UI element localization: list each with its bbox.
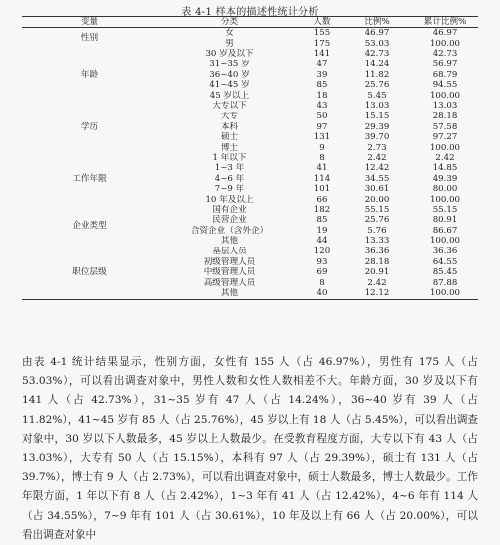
cumulative-percent-cell: 14.85: [432, 163, 458, 174]
cumulative-percent-cell: 100.00: [429, 142, 461, 153]
table-title: 表 4-1 样本的描述性统计分析: [181, 7, 319, 18]
percent-cell: 11.82: [364, 69, 390, 80]
count-cell: 175: [313, 38, 331, 49]
cumulative-percent-cell: 100.00: [429, 288, 461, 299]
percent-cell: 2.73: [367, 142, 387, 153]
percent-cell: 28.18: [364, 256, 390, 267]
cumulative-percent-cell: 94.55: [432, 80, 458, 91]
cumulative-percent-cell: 56.97: [432, 59, 458, 70]
variable-group-label: 年龄: [80, 69, 99, 80]
category-cell: 基层人员: [212, 246, 247, 257]
count-cell: 39: [316, 69, 328, 80]
count-cell: 114: [313, 173, 331, 184]
category-cell: 1~3 年: [214, 163, 245, 174]
category-cell: 合资企业（含外企）: [190, 225, 269, 236]
cumulative-percent-cell: 42.73: [432, 49, 458, 60]
count-cell: 93: [316, 256, 328, 267]
count-cell: 43: [316, 101, 328, 112]
count-cell: 85: [316, 215, 328, 226]
category-cell: 国有企业: [212, 205, 247, 215]
variable-group-label: 工作年限: [72, 173, 107, 184]
category-cell: 31~35 岁: [209, 59, 250, 70]
body-text: [22, 353, 478, 545]
percent-cell: 2.42: [367, 153, 387, 163]
category-cell: 博士: [220, 142, 239, 153]
category-cell: 大专以下: [212, 101, 247, 112]
cumulative-percent-cell: 80.00: [432, 184, 458, 195]
category-cell: 民营企业: [212, 215, 247, 226]
count-cell: 69: [316, 267, 328, 278]
count-cell: 40: [316, 288, 328, 299]
percent-cell: 25.76: [364, 80, 390, 91]
cumulative-percent-cell: 100.00: [429, 38, 461, 49]
percent-cell: 36.36: [364, 246, 390, 257]
count-cell: 44: [316, 236, 328, 247]
cumulative-percent-cell: 13.03: [432, 101, 458, 112]
table-row: [22, 101, 478, 111]
percent-cell: 30.61: [364, 184, 390, 195]
table-header-row: [22, 17, 478, 28]
cumulative-percent-cell: 64.55: [432, 256, 458, 267]
category-cell: 其他: [220, 288, 239, 299]
count-cell: 8: [319, 277, 325, 288]
category-cell: 男: [225, 38, 234, 49]
percent-cell: 12.42: [364, 163, 390, 174]
category-cell: 30 岁及以下: [205, 49, 254, 60]
category-cell: 硕士: [220, 132, 239, 143]
count-cell: 141: [313, 49, 331, 60]
percent-cell: 14.24: [364, 59, 390, 70]
category-cell: 女: [225, 28, 234, 39]
percent-cell: 13.03: [364, 101, 390, 112]
count-cell: 120: [313, 246, 331, 257]
percent-cell: 53.03: [364, 38, 390, 49]
header-percent: 比例%: [364, 16, 390, 27]
percent-cell: 5.76: [367, 225, 387, 236]
percent-cell: 29.39: [364, 121, 390, 132]
category-cell: 高级管理人员: [203, 277, 256, 288]
percent-cell: 39.70: [364, 132, 390, 143]
cumulative-percent-cell: 80.91: [432, 215, 458, 226]
percent-cell: 46.97: [364, 28, 390, 39]
cumulative-percent-cell: 97.27: [432, 132, 458, 143]
category-cell: 本科: [220, 121, 239, 132]
category-cell: 7~9 年: [214, 184, 245, 195]
cumulative-percent-cell: 68.79: [432, 69, 458, 80]
category-cell: 1 年以下: [212, 153, 247, 163]
cumulative-percent-cell: 87.88: [432, 277, 458, 288]
cumulative-percent-cell: 100.00: [429, 236, 461, 247]
percent-cell: 20.91: [364, 267, 390, 278]
count-cell: 131: [313, 132, 331, 143]
percent-cell: 20.00: [364, 194, 390, 205]
count-cell: 9: [319, 142, 325, 153]
category-cell: 初级管理人员: [203, 256, 256, 267]
count-cell: 41: [316, 163, 328, 174]
cumulative-percent-cell: 49.39: [432, 173, 458, 184]
percent-cell: 34.55: [364, 173, 390, 184]
header-cumulative-percent: 累计比例%: [423, 16, 467, 27]
count-cell: 66: [316, 194, 328, 205]
percent-cell: 15.15: [364, 111, 390, 122]
category-cell: 41~45 岁: [209, 80, 250, 91]
category-cell: 大专: [220, 111, 239, 122]
paragraph: 由表 4-1 统计结果显示，性别方面，女性有 155 人（占 46.97%），男性有 175 人（占 53.03%），可以看出调查对象中，男性人数和女性人数相差不大。年龄方面，30 岁及以下有 141 人（占 42.73%），31~35 岁有 47 人（占 14.24%），36~40 岁有 39 人（占 11.82%），41~45 岁有 85 人（占 25.76%），45 岁以上有 18 人（占 5.45%），可以看出调查对象中，30 岁以下人数最多，45 岁以上人数最少。在受教育程度方面，大专以下有 43 人（占 13.03%），大专有 50 人（占 15.15%），本科有 97 人（占 29.39%），硕士有 131 人（占 39.7%），博士有 9 人（占 2.73%），可以看出调查对象中，硕士人数最多，博士人数最少。工作年限方面，1 年以下有 8 人（占 2.42%），1~3 年有 41 人（占 12.42%），4~6 年有 114 人（占 34.55%），7~9 年有 101 人（占 30.61%），10 年及以上有 66 人（占 20.00%），可以看出调查对象中: [22, 356, 479, 541]
cumulative-percent-cell: 85.45: [432, 267, 458, 278]
percent-cell: 25.76: [364, 215, 390, 226]
percent-cell: 2.42: [367, 277, 387, 288]
count-cell: 101: [313, 184, 331, 195]
variable-group-label: 企业类型: [72, 220, 107, 231]
header-variable: 变量: [80, 16, 99, 27]
cumulative-percent-cell: 86.67: [432, 225, 458, 236]
percent-cell: 42.73: [364, 49, 390, 60]
table-row: [22, 153, 478, 163]
category-cell: 45 岁以上: [209, 90, 250, 101]
category-cell: 10 年及以上: [205, 194, 254, 205]
cumulative-percent-cell: 100.00: [429, 194, 461, 205]
cumulative-percent-cell: 100.00: [429, 90, 461, 101]
cumulative-percent-cell: 57.58: [432, 121, 458, 132]
statistics-table: [22, 16, 478, 300]
count-cell: 18: [316, 90, 328, 101]
cumulative-percent-cell: 28.18: [432, 111, 458, 122]
table-row: [22, 205, 478, 215]
count-cell: 50: [316, 111, 328, 122]
count-cell: 85: [316, 80, 328, 91]
percent-cell: 12.12: [364, 288, 390, 299]
count-cell: 97: [316, 121, 328, 132]
cumulative-percent-cell: 36.36: [432, 246, 458, 257]
count-cell: 8: [319, 153, 325, 163]
cumulative-percent-cell: 46.97: [432, 28, 458, 39]
percent-cell: 5.45: [367, 90, 387, 101]
category-cell: 36~40 岁: [209, 69, 250, 80]
header-category: 分类: [220, 16, 239, 27]
category-cell: 中级管理人员: [203, 267, 256, 278]
count-cell: 47: [316, 59, 328, 70]
count-cell: 155: [313, 28, 331, 39]
variable-group-label: 学历: [80, 121, 99, 132]
table-row: [22, 28, 478, 39]
table-row: [22, 247, 478, 257]
table-row: [22, 49, 478, 59]
header-count: 人数: [313, 16, 331, 27]
percent-cell: 55.15: [364, 205, 390, 215]
count-cell: 182: [313, 205, 331, 215]
percent-cell: 13.33: [364, 236, 390, 247]
category-cell: 4~6 年: [214, 173, 245, 184]
cumulative-percent-cell: 2.42: [435, 153, 455, 163]
count-cell: 19: [316, 225, 328, 236]
cumulative-percent-cell: 55.15: [432, 205, 458, 215]
variable-group-label: 职位层级: [72, 267, 107, 278]
category-cell: 其他: [220, 236, 239, 247]
variable-group-label: 性别: [80, 33, 99, 44]
table-body: [22, 28, 478, 299]
